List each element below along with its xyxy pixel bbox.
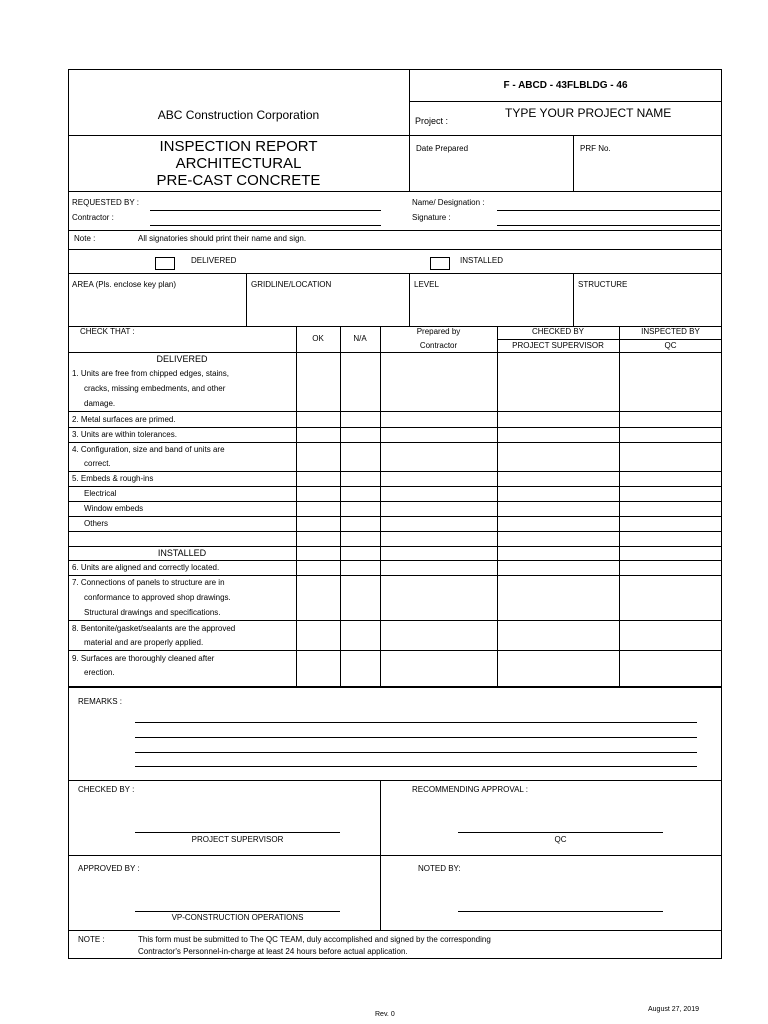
- report-title-line-1: INSPECTION REPORT: [159, 138, 318, 155]
- check-item: 1. Units are free from chipped edges, stains,: [72, 369, 229, 378]
- remarks-bottom-line: [68, 780, 722, 781]
- installed-label: INSTALLED: [460, 256, 503, 265]
- bottom-note-line-1: This form must be submitted to The QC TEAM, duly accomplished and signed by the corresponding: [138, 935, 491, 944]
- checked-by-header: CHECKED BY: [531, 327, 584, 336]
- row-line: [68, 471, 722, 472]
- recommending-signature-line[interactable]: [458, 832, 663, 833]
- signature-label: Signature :: [412, 213, 451, 222]
- delivered-checkbox[interactable]: [155, 257, 175, 270]
- row-line: [68, 427, 722, 428]
- location-divider-1: [246, 273, 247, 327]
- area-label: AREA (Pls. enclose key plan): [72, 280, 177, 289]
- approved-by-label: APPROVED BY :: [78, 864, 140, 873]
- check-item: Others: [84, 519, 109, 528]
- check-item: 5. Embeds & rough-ins: [72, 474, 154, 483]
- note-text: All signatories should print their name and sign.: [138, 234, 307, 243]
- contractor-label: Contractor :: [72, 213, 114, 222]
- check-item: damage.: [84, 399, 116, 408]
- location-divider-2: [409, 273, 410, 327]
- recommending-approval-label: RECOMMENDING APPROVAL :: [412, 785, 529, 794]
- requested-by-label: REQUESTED BY :: [72, 198, 139, 207]
- installed-checkbox[interactable]: [430, 257, 450, 270]
- remarks-line-4[interactable]: [135, 766, 697, 767]
- bottom-note-label: NOTE :: [78, 935, 105, 944]
- level-label: LEVEL: [414, 280, 439, 289]
- checked-by-role: PROJECT SUPERVISOR: [512, 341, 604, 350]
- checked-by-role-label: PROJECT SUPERVISOR: [191, 835, 284, 844]
- delivered-label: DELIVERED: [191, 256, 237, 265]
- check-item: conformance to approved shop drawings.: [84, 593, 231, 602]
- check-item: 6. Units are aligned and correctly located.: [72, 563, 220, 572]
- row-line: [68, 501, 722, 502]
- installed-section-header: INSTALLED: [157, 548, 207, 558]
- note-label: Note :: [74, 234, 96, 243]
- row-line: [68, 575, 722, 576]
- signature-line[interactable]: [497, 225, 720, 226]
- row-line: [68, 650, 722, 651]
- signer-role-line: [497, 339, 722, 340]
- na-header: N/A: [353, 334, 367, 343]
- check-item: Electrical: [84, 489, 117, 498]
- table-bottom-line: [68, 686, 722, 688]
- remarks-line-1[interactable]: [135, 722, 697, 723]
- inspected-by-role: QC: [664, 341, 677, 350]
- name-designation-line[interactable]: [497, 210, 720, 211]
- requested-by-line[interactable]: [150, 210, 381, 211]
- company-name: ABC Construction Corporation: [157, 108, 320, 122]
- noted-by-signature-line[interactable]: [458, 911, 663, 912]
- note-bottom-line: [68, 249, 722, 250]
- form-code-line: [409, 101, 722, 102]
- contractor-line[interactable]: [150, 225, 381, 226]
- noted-by-label: NOTED BY:: [418, 864, 461, 873]
- date-prepared-label: Date Prepared: [416, 144, 469, 153]
- col-ok-left: [296, 326, 297, 687]
- report-title-line-3: PRE-CAST CONCRETE: [156, 172, 321, 189]
- approved-by-role-label: VP-CONSTRUCTION OPERATIONS: [171, 913, 304, 922]
- row-line: [68, 411, 722, 412]
- check-item: 7. Connections of panels to structure are in: [72, 578, 225, 587]
- row-line: [68, 442, 722, 443]
- row-line: [68, 560, 722, 561]
- location-divider-3: [573, 273, 574, 327]
- report-title-line-2: ARCHITECTURAL: [175, 155, 302, 172]
- check-item: Structural drawings and specifications.: [84, 608, 221, 617]
- form-border: [68, 69, 722, 959]
- inspected-by-header: INSPECTED BY: [641, 327, 700, 336]
- structure-label: STRUCTURE: [578, 280, 628, 289]
- checked-by-label: CHECKED BY :: [78, 785, 135, 794]
- col-na-left: [340, 326, 341, 687]
- check-item: erection.: [84, 668, 115, 677]
- check-item: Window embeds: [84, 504, 144, 513]
- status-bottom-line: [68, 273, 722, 274]
- requester-bottom-line: [68, 230, 722, 231]
- remarks-line-3[interactable]: [135, 752, 697, 753]
- row-line: [68, 486, 722, 487]
- row-line: [68, 531, 722, 532]
- check-item: 4. Configuration, size and band of units are: [72, 445, 225, 454]
- prepared-by-header: Prepared by: [416, 327, 461, 336]
- ok-header: OK: [312, 334, 324, 343]
- remarks-label: REMARKS :: [78, 697, 123, 706]
- check-that-label: CHECK THAT :: [80, 327, 135, 336]
- check-item: correct.: [84, 459, 111, 468]
- check-item: 3. Units are within tolerances.: [72, 430, 177, 439]
- approved-by-signature-line[interactable]: [135, 911, 340, 912]
- col-prepared-left: [380, 326, 381, 687]
- recommending-role-label: QC: [554, 835, 567, 844]
- remarks-line-2[interactable]: [135, 737, 697, 738]
- gridline-label: GRIDLINE/LOCATION: [251, 280, 332, 289]
- footer-date: August 27, 2019: [648, 1006, 699, 1013]
- check-item: 8. Bentonite/gasket/sealants are the approved: [72, 624, 236, 633]
- table-header-bottom: [68, 352, 722, 353]
- signoff-bottom-line: [68, 930, 722, 931]
- row-line: [68, 516, 722, 517]
- prepared-by-contractor: Contractor: [419, 341, 458, 350]
- check-item: 9. Surfaces are thoroughly cleaned after: [72, 654, 215, 663]
- checked-by-signature-line[interactable]: [135, 832, 340, 833]
- prf-divider: [573, 135, 574, 191]
- row-line: [68, 546, 722, 547]
- prf-no-label: PRF No.: [580, 144, 611, 153]
- col-checked-left: [497, 326, 498, 687]
- revision-label: Rev. 0: [375, 1011, 395, 1018]
- signoff-middle-line: [68, 855, 722, 856]
- header-row-line: [68, 135, 722, 136]
- col-inspected-left: [619, 326, 620, 687]
- bottom-note-line-2: Contractor's Personnel-in-charge at least 24 hours before actual application.: [138, 947, 408, 956]
- project-name[interactable]: TYPE YOUR PROJECT NAME: [505, 106, 672, 120]
- form-code: F - ABCD - 43FLBLDG - 46: [503, 80, 628, 91]
- delivered-section-header: DELIVERED: [156, 354, 208, 364]
- name-designation-label: Name/ Designation :: [412, 198, 485, 207]
- project-label: Project :: [415, 116, 449, 126]
- check-item: 2. Metal surfaces are primed.: [72, 415, 176, 424]
- title-bottom-line: [68, 191, 722, 192]
- check-item: cracks, missing embedments, and other: [84, 384, 226, 393]
- row-line: [68, 620, 722, 621]
- check-item: material and are properly applied.: [84, 638, 204, 647]
